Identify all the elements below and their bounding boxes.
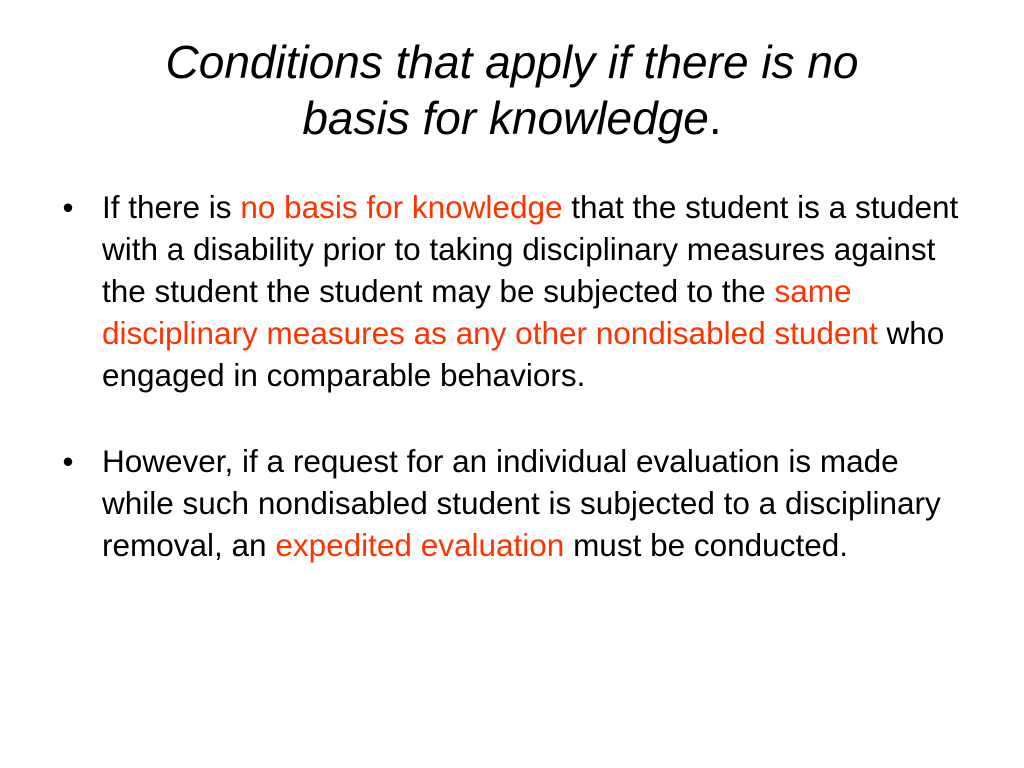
highlighted-phrase: no basis for knowledge	[240, 189, 563, 225]
bullet-marker: •	[62, 189, 74, 225]
slide-title	[40, 34, 984, 146]
title-period: .	[708, 92, 722, 144]
bullet-item-2	[58, 440, 968, 566]
title-line-1: Conditions that apply if there is no	[165, 36, 859, 88]
bullet-list	[58, 186, 968, 610]
title-line-2	[40, 90, 984, 146]
bullet-segment: must be conducted.	[564, 527, 848, 563]
bullet-marker: •	[62, 443, 74, 479]
bullet-segment: However, if a request for an individual evaluation is made while such nondisabled student is subjected to a disciplinary removal, an	[102, 443, 941, 563]
bullet-text	[102, 189, 958, 393]
bullet-segment: who engaged in comparable behaviors.	[102, 315, 945, 393]
highlighted-phrase: expedited evaluation	[275, 527, 565, 563]
bullet-segment: If there is	[102, 189, 241, 225]
highlighted-phrase: same disciplinary measures as any other nondisabled student	[102, 273, 878, 351]
bullet-text	[102, 443, 941, 563]
bullet-segment: that the student is a student with a disability prior to taking disciplinary measures against the student the student may be subjected to the	[102, 189, 959, 309]
bullet-item-1	[58, 186, 968, 396]
title-line-2-text: basis for knowledge	[302, 92, 709, 144]
